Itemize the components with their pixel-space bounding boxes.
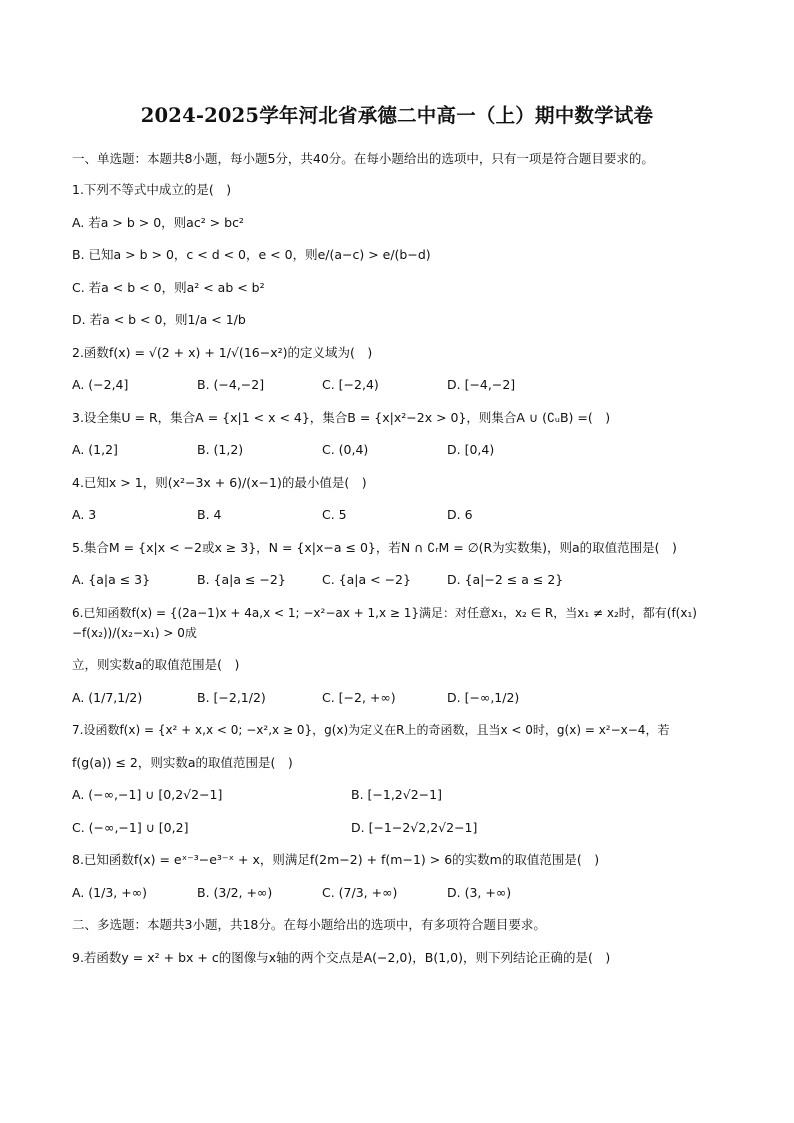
question-7-options-row-2 bbox=[72, 818, 722, 838]
question-4-options bbox=[72, 505, 722, 525]
question-3-option-a: A. (1,2] bbox=[72, 442, 118, 457]
question-1-option-c: C. 若a < b < 0，则a² < ab < b² bbox=[72, 279, 265, 295]
question-8-option-a: A. (1/3, +∞) bbox=[72, 884, 147, 900]
question-5-option-a: A. {a|a ≤ 3} bbox=[72, 572, 151, 587]
question-3-option-c: C. (0,4) bbox=[322, 442, 369, 457]
question-8-option-b: B. (3/2, +∞) bbox=[197, 884, 273, 900]
question-1-option-b: B. 已知a > b > 0，c < d < 0，e < 0，则e/(a−c) > e/(b−d) bbox=[72, 247, 431, 262]
question-8-option-c: C. (7/3, +∞) bbox=[322, 884, 398, 900]
question-4-option-b: B. 4 bbox=[197, 507, 222, 522]
question-3-option-b: B. (1,2) bbox=[197, 442, 244, 457]
section-single-choice: 一、单选题：本题共8小题，每小题5分，共40分。在每小题给出的选项中，只有一项是符合题目要求的。 bbox=[72, 151, 654, 166]
question-7-option-b: B. [−1,2√2−1] bbox=[351, 787, 442, 802]
question-2-option-d: D. [−4,−2] bbox=[447, 377, 516, 392]
question-3-options bbox=[72, 440, 722, 460]
question-6-option-c: C. [−2, +∞) bbox=[322, 689, 396, 705]
question-6-option-b: B. [−2,1/2) bbox=[197, 689, 266, 705]
question-6-option-a: A. (1/7,1/2) bbox=[72, 689, 143, 705]
question-7-stem: 7.设函数f(x) = {x² + x,x < 0; −x²,x ≥ 0}，g(x)为定义在R上的奇函数，且当x < 0时，g(x) = x²−x−4，若 bbox=[72, 723, 670, 737]
question-9-stem: 9.若函数y = x² + bx + c的图像与x轴的两个交点是A(−2,0)，B(1,0)，则下列结论正确的是( ) bbox=[72, 949, 611, 965]
question-7-option-c: C. (−∞,−1] ∪ [0,2] bbox=[72, 819, 189, 835]
question-4-option-a: A. 3 bbox=[72, 507, 97, 522]
question-4-option-d: D. 6 bbox=[447, 507, 473, 522]
question-7-options-row-1 bbox=[72, 785, 722, 805]
question-4-option-c: C. 5 bbox=[322, 507, 347, 522]
question-2-options bbox=[72, 375, 722, 395]
question-6-option-d: D. [−∞,1/2) bbox=[447, 689, 520, 705]
question-2-stem: 2.函数f(x) = √(2 + x) + 1/√(16−x²)的定义域为( ) bbox=[72, 344, 373, 360]
question-7-option-d: D. [−1−2√2,2√2−1] bbox=[351, 819, 478, 835]
question-2-option-b: B. (−4,−2] bbox=[197, 377, 265, 392]
question-7-option-a: A. (−∞,−1] ∪ [0,2√2−1] bbox=[72, 787, 223, 802]
question-8-stem: 8.已知函数f(x) = eˣ⁻³−e³⁻ˣ + x，则满足f(2m−2) + f(m−1) > 6的实数m的取值范围是( ) bbox=[72, 852, 600, 867]
question-6-stem-continued: 立，则实数a的取值范围是( ) bbox=[72, 657, 240, 672]
question-2-option-a: A. (−2,4] bbox=[72, 377, 129, 392]
question-6-stem: 6.已知函数f(x) = {(2a−1)x + 4a,x < 1; −x²−ax + 1,x ≥ 1}满足：对任意x₁，x₂ ∈ R，当x₁ ≠ x₂时，都有(f(x₁)−f(x₂))/(x₂−x₁) > 0成 bbox=[72, 605, 697, 640]
section-multiple-choice: 二、多选题：本题共3小题，共18分。在每小题给出的选项中，有多项符合题目要求。 bbox=[72, 917, 546, 932]
question-3-option-d: D. [0,4) bbox=[447, 442, 495, 457]
question-3-stem: 3.设全集U = R，集合A = {x|1 < x < 4}，集合B = {x|x²−2x > 0}，则集合A ∪ (∁ᵤB) =( ) bbox=[72, 409, 611, 425]
question-2-option-c: C. [−2,4) bbox=[322, 377, 379, 392]
question-1-option-a: A. 若a > b > 0，则ac² > bc² bbox=[72, 214, 244, 230]
exam-page bbox=[72, 100, 722, 980]
question-8-option-d: D. (3, +∞) bbox=[447, 884, 512, 900]
question-5-option-d: D. {a|−2 ≤ a ≤ 2} bbox=[447, 572, 564, 587]
question-4-stem: 4.已知x > 1，则(x²−3x + 6)/(x−1)的最小值是( ) bbox=[72, 474, 367, 490]
question-1-option-d: D. 若a < b < 0，则1/a < 1/b bbox=[72, 312, 246, 327]
exam-title: 2024-2025学年河北省承德二中高一（上）期中数学试卷 bbox=[140, 104, 654, 127]
question-5-stem: 5.集合M = {x|x < −2或x ≥ 3}，N = {x|x−a ≤ 0}，若N ∩ ∁ᵣM = ∅(R为实数集)，则a的取值范围是( ) bbox=[72, 539, 677, 555]
question-6-options bbox=[72, 688, 722, 708]
question-5-option-b: B. {a|a ≤ −2} bbox=[197, 572, 286, 587]
question-1-stem: 1.下列不等式中成立的是( ) bbox=[72, 182, 232, 197]
question-5-options bbox=[72, 570, 722, 590]
question-5-option-c: C. {a|a < −2} bbox=[322, 572, 411, 587]
question-8-options bbox=[72, 883, 722, 903]
question-7-stem-continued: f(g(a)) ≤ 2，则实数a的取值范围是( ) bbox=[72, 754, 293, 770]
